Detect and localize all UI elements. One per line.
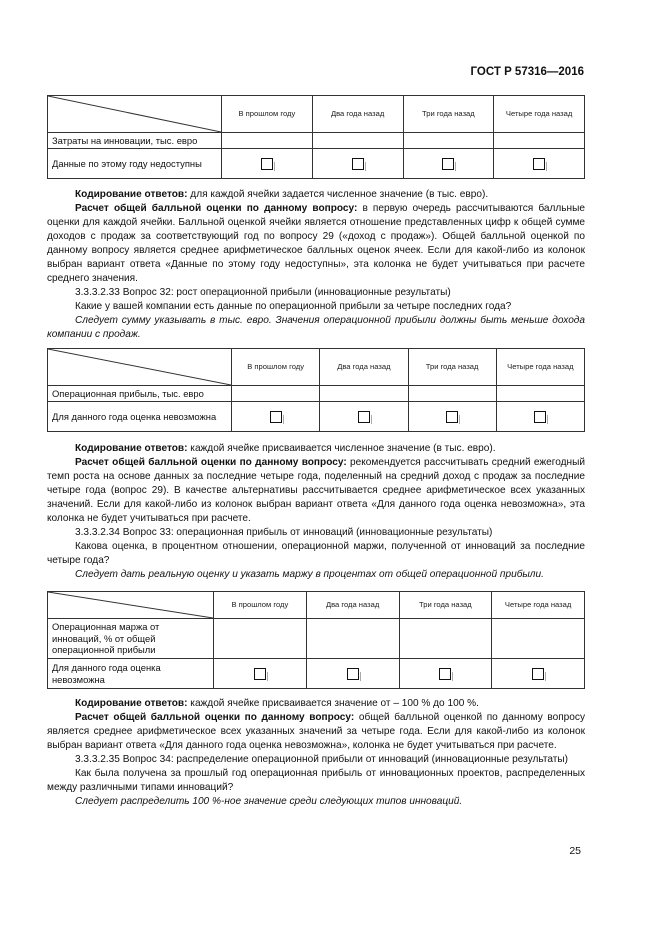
- row-label: Для данного года оценка невозможна: [48, 402, 232, 432]
- row-label: Операционная маржа от инноваций, % от общей операционной прибыли: [48, 619, 214, 659]
- calc-text: общей балльной оценкой по данному вопросу является среднее арифметическое всех указанных значений за четыре года. Если для какой-либо из колонок выбран вариант ответа «Для данного года оценка невозможна», колонка не будет учитываться при расчете.: [47, 712, 585, 751]
- question-heading: 3.3.3.2.33 Вопрос 32: рост операционной прибыли (инновационные результаты): [75, 287, 451, 298]
- diagonal-header-cell: [48, 96, 222, 133]
- row-label: Для данного года оценка невозможна: [48, 659, 214, 689]
- question-text: Какова оценка, в процентном отношении, операционной маржи, полученной от инноваций за последние четыре года?: [47, 541, 585, 566]
- input-cell[interactable]: [492, 619, 585, 659]
- text-block-3: [47, 697, 585, 809]
- input-cell[interactable]: [494, 133, 585, 149]
- checkbox[interactable]: [270, 411, 282, 423]
- col-header: В прошлом году: [214, 592, 307, 619]
- operating-profit-table: [47, 348, 585, 432]
- checkbox[interactable]: [347, 668, 359, 680]
- col-header: Два года назад: [312, 96, 403, 133]
- row-label: Затраты на инновации, тыс. евро: [48, 133, 222, 149]
- checkbox[interactable]: [533, 158, 545, 170]
- col-header: Два года назад: [306, 592, 399, 619]
- col-header: Три года назад: [399, 592, 492, 619]
- coding-label: Кодирование ответов:: [75, 443, 188, 454]
- col-header: В прошлом году: [222, 96, 313, 133]
- text-block-2: [47, 442, 585, 582]
- row-label: Данные по этому году недоступны: [48, 149, 222, 179]
- col-header: Три года назад: [403, 96, 494, 133]
- col-header: Два года назад: [320, 349, 408, 386]
- innovation-costs-table: [47, 95, 585, 179]
- question-hint: Следует дать реальную оценку и указать маржу в процентах от общей операционной прибыли.: [75, 569, 544, 580]
- input-cell[interactable]: [399, 619, 492, 659]
- col-header: Четыре года назад: [496, 349, 584, 386]
- question-hint: Следует сумму указывать в тыс. евро. Значения операционной прибыли должны быть меньше дохода компании с продаж.: [47, 315, 585, 340]
- checkbox[interactable]: [532, 668, 544, 680]
- coding-label: Кодирование ответов:: [75, 698, 188, 709]
- calc-text: рекомендуется рассчитывать средний ежегодный темп роста на основе данных за последние четыре года, поделенный на средний доход с продаж за последние четыре года (вопрос 29). В качестве альтернативы рассчитывается среднее арифметическое всех указанных значений. Если для какой-либо из колонок выбран вариант ответа «Для данного года оценка невозможна», эта колонка не будет учитываться при расчете.: [47, 457, 585, 524]
- text-block-1: [47, 188, 585, 342]
- input-cell[interactable]: [232, 386, 320, 402]
- question-text: Какие у вашей компании есть данные по операционной прибыли за четыре последних года?: [75, 301, 512, 312]
- input-cell[interactable]: [222, 133, 313, 149]
- checkbox[interactable]: [442, 158, 454, 170]
- coding-text: каждой ячейке присваивается численное значение (в тыс. евро).: [187, 443, 496, 454]
- input-cell[interactable]: [408, 386, 496, 402]
- checkbox[interactable]: [439, 668, 451, 680]
- input-cell[interactable]: [312, 133, 403, 149]
- diagonal-header-cell: [48, 349, 232, 386]
- calc-label: Расчет общей балльной оценки по данному вопросу:: [75, 457, 347, 468]
- calc-label: Расчет общей балльной оценки по данному вопросу:: [75, 203, 358, 214]
- page-number: 25: [569, 845, 581, 857]
- coding-text: каждой ячейке присваивается значение от – 100 % до 100 %.: [187, 698, 479, 709]
- checkbox[interactable]: [534, 411, 546, 423]
- input-cell[interactable]: [214, 619, 307, 659]
- input-cell[interactable]: [320, 386, 408, 402]
- innovation-margin-table: [47, 591, 585, 689]
- diagonal-header-cell: [48, 592, 214, 619]
- input-cell[interactable]: [496, 386, 584, 402]
- row-label: Операционная прибыль, тыс. евро: [48, 386, 232, 402]
- checkbox[interactable]: [446, 411, 458, 423]
- col-header: В прошлом году: [232, 349, 320, 386]
- question-text: Как была получена за прошлый год операционная прибыль от инновационных проектов, распределенных между различными типами инноваций?: [47, 768, 585, 793]
- col-header: Три года назад: [408, 349, 496, 386]
- checkbox[interactable]: [352, 158, 364, 170]
- checkbox[interactable]: [261, 158, 273, 170]
- checkbox[interactable]: [254, 668, 266, 680]
- question-heading: 3.3.3.2.34 Вопрос 33: операционная прибыль от инноваций (инновационные результаты): [75, 527, 493, 538]
- coding-text: для каждой ячейки задается численное значение (в тыс. евро).: [187, 189, 489, 200]
- checkbox[interactable]: [358, 411, 370, 423]
- input-cell[interactable]: [403, 133, 494, 149]
- coding-label: Кодирование ответов:: [75, 189, 188, 200]
- question-heading: 3.3.3.2.35 Вопрос 34: распределение операционной прибыли от инноваций (инновационные результаты): [75, 754, 568, 765]
- standard-header: ГОСТ Р 57316—2016: [470, 66, 584, 78]
- calc-label: Расчет общей балльной оценки по данному вопросу:: [75, 712, 355, 723]
- col-header: Четыре года назад: [492, 592, 585, 619]
- question-hint: Следует распределить 100 %-ное значение среди следующих типов инноваций.: [75, 796, 463, 807]
- calc-text: в первую очередь рассчитываются балльные оценки для каждой ячейки. Балльной оценкой ячейки является отношение представленных цифр к общей сумме доходов с продаж за соответствующий год по вопросу 29 («доход с продаж»). Общей балльной оценкой по данному вопросу является среднее арифметическое балльных оценок ячеек. Если для какой-либо из колонок выбран вариант ответа «Данные по этому году недоступны», эта колонка не будет учитываться при расчете среднего значения.: [47, 203, 585, 284]
- col-header: Четыре года назад: [494, 96, 585, 133]
- input-cell[interactable]: [306, 619, 399, 659]
